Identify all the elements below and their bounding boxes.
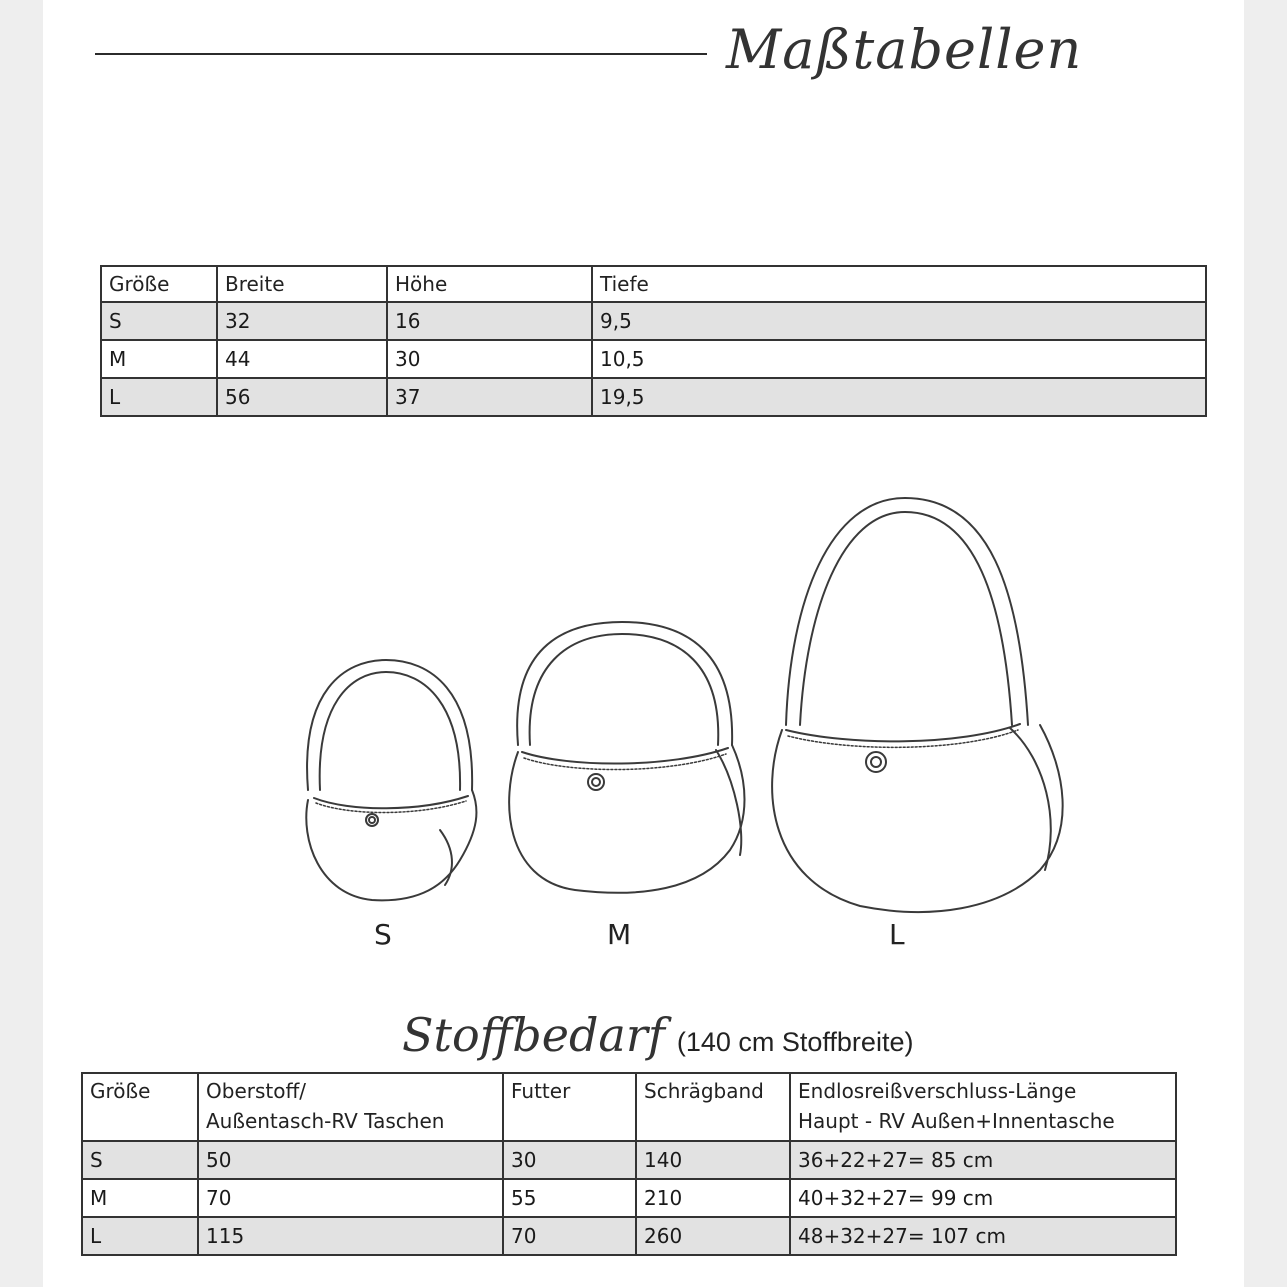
table-row [82,1217,1176,1255]
bag-label-large: L [889,918,905,951]
cell-zipper-length: 40+32+27= 99 cm [790,1179,1176,1217]
bag-small-illustration [306,660,476,900]
cell-bias-tape: 210 [636,1179,790,1217]
cell-height: 37 [387,378,592,416]
cell-width: 56 [217,378,387,416]
cell-outer-fabric: 115 [198,1217,503,1255]
header-rule [95,53,707,55]
col-header-width: Breite [217,266,387,302]
col-header-size [82,1073,198,1141]
right-page-edge [1244,0,1287,1287]
cell-lining: 55 [503,1179,636,1217]
col-header-bias-tape [636,1073,790,1141]
bag-large-illustration [772,498,1063,912]
col-header-outer-fabric [198,1073,503,1141]
bag-medium-illustration [509,622,744,893]
header-text: Schrägband [644,1079,764,1103]
col-header-lining [503,1073,636,1141]
cell-lining: 30 [503,1141,636,1179]
col-header-depth: Tiefe [592,266,1206,302]
bag-label-small: S [374,918,392,951]
left-page-edge [0,0,43,1287]
cell-size: M [101,340,217,378]
col-header-zipper-length [790,1073,1176,1141]
header-text: Endlosreißverschluss-Länge [798,1079,1077,1103]
size-table [100,265,1207,417]
cell-size: S [82,1141,198,1179]
table-row [82,1141,1176,1179]
fabric-heading [402,1008,913,1062]
cell-depth: 9,5 [592,302,1206,340]
cell-depth: 19,5 [592,378,1206,416]
bag-label-medium: M [607,918,632,951]
header-text: Außentasch-RV Taschen [206,1109,445,1133]
cell-outer-fabric: 70 [198,1179,503,1217]
cell-size: M [82,1179,198,1217]
table-row [101,302,1206,340]
cell-height: 16 [387,302,592,340]
header-text: Oberstoff/ [206,1079,306,1103]
header-text: Futter [511,1079,571,1103]
header-text: Haupt - RV Außen+Innentasche [798,1109,1115,1133]
cell-zipper-length: 48+32+27= 107 cm [790,1217,1176,1255]
header-text: Größe [90,1079,151,1103]
bag-illustrations [290,490,1070,960]
fabric-table [81,1072,1177,1256]
cell-depth: 10,5 [592,340,1206,378]
table-row [101,340,1206,378]
fabric-table-header [82,1073,1176,1141]
page-title: Maßtabellen [726,18,1083,81]
cell-lining: 70 [503,1217,636,1255]
fabric-title: Stoffbedarf [402,1008,665,1062]
cell-bias-tape: 140 [636,1141,790,1179]
cell-width: 44 [217,340,387,378]
table-row [82,1179,1176,1217]
table-row [101,378,1206,416]
col-header-height: Höhe [387,266,592,302]
col-header-size: Größe [101,266,217,302]
cell-size: L [82,1217,198,1255]
cell-zipper-length: 36+22+27= 85 cm [790,1141,1176,1179]
cell-size: L [101,378,217,416]
size-table-header [101,266,1206,302]
cell-height: 30 [387,340,592,378]
fabric-note: (140 cm Stoffbreite) [676,1027,914,1057]
cell-outer-fabric: 50 [198,1141,503,1179]
cell-size: S [101,302,217,340]
cell-width: 32 [217,302,387,340]
cell-bias-tape: 260 [636,1217,790,1255]
